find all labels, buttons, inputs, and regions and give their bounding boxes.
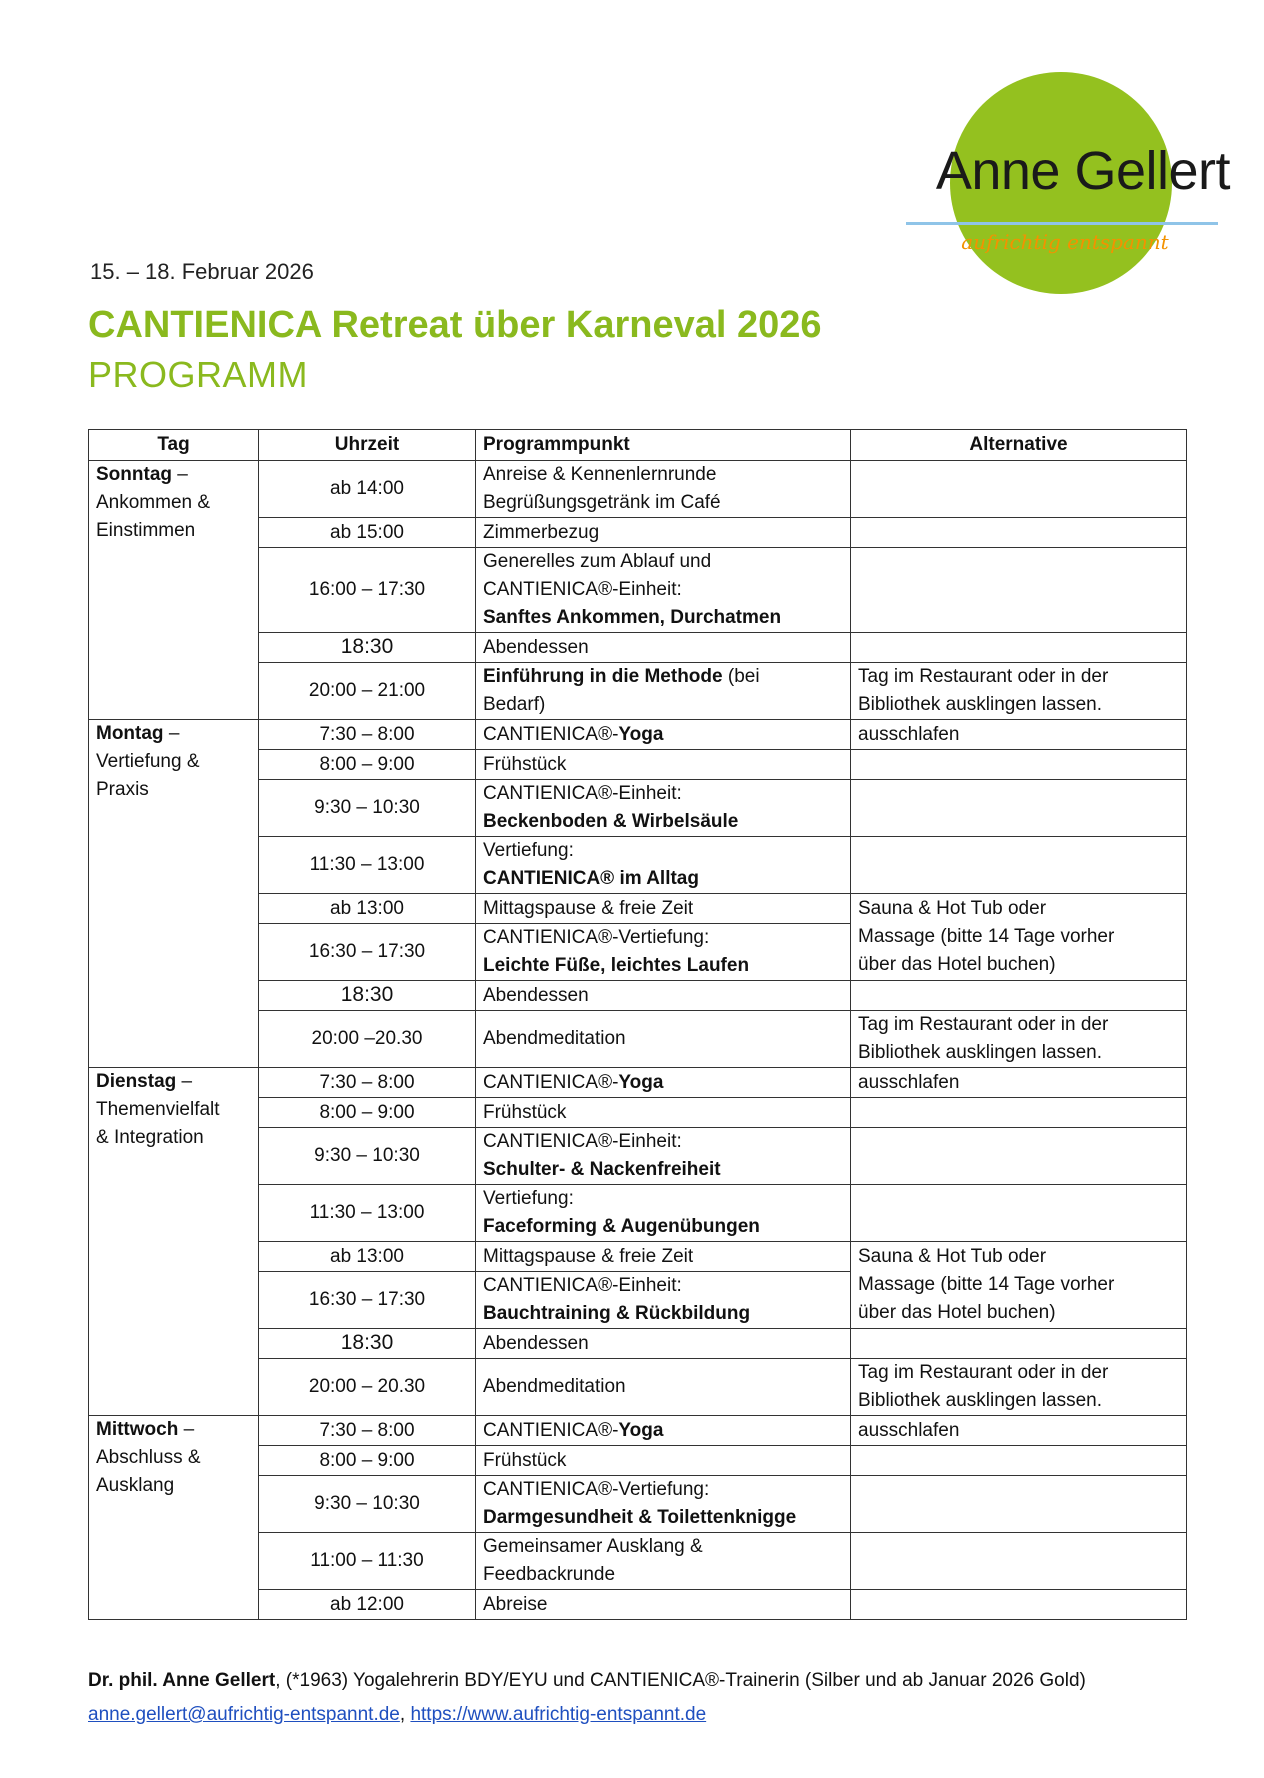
event-date: 15. – 18. Februar 2026 xyxy=(90,259,314,284)
day-cell xyxy=(89,1068,259,1416)
day-name-line xyxy=(96,461,251,489)
time-cell xyxy=(259,837,476,894)
time-text: ab 15:00 xyxy=(330,521,404,543)
program-text: Vertiefung: xyxy=(483,1188,574,1209)
alternative-line xyxy=(858,1011,1179,1039)
program-cell xyxy=(476,837,851,894)
program-line xyxy=(483,1533,843,1561)
alternative-text: Sauna & Hot Tub oder xyxy=(858,1246,1047,1267)
program-line xyxy=(483,1504,843,1532)
contact-separator: , xyxy=(399,1704,411,1725)
day-cell xyxy=(89,720,259,1068)
alternative-text: ausschlafen xyxy=(858,1419,960,1441)
time-text: 16:30 – 17:30 xyxy=(308,1289,426,1310)
program-line xyxy=(483,1561,843,1589)
program-text: Abreise xyxy=(483,1593,548,1615)
alternative-text: Tag im Restaurant oder in der xyxy=(858,666,1109,687)
alternative-line xyxy=(858,691,1179,719)
day-theme-line xyxy=(96,517,251,545)
program-highlight: Faceforming & Augenübungen xyxy=(483,1216,760,1237)
time-cell xyxy=(259,548,476,633)
program-cell xyxy=(476,1068,851,1098)
time-cell xyxy=(259,1098,476,1128)
table-row xyxy=(89,1068,1187,1098)
program-line xyxy=(483,1591,843,1619)
time-cell xyxy=(259,461,476,518)
alternative-cell xyxy=(851,1068,1187,1098)
alternative-cell xyxy=(851,780,1187,837)
day-theme-line xyxy=(96,1472,251,1500)
website-link[interactable]: https://www.aufrichtig-entspannt.de xyxy=(410,1704,707,1725)
time-text: 20:00 – 21:00 xyxy=(308,680,426,701)
program-line xyxy=(483,1128,843,1156)
time-text: ab 14:00 xyxy=(330,478,404,499)
time-text: 16:30 – 17:30 xyxy=(308,941,426,962)
day-theme: Einstimmen xyxy=(96,520,196,541)
time-text: 8:00 – 9:00 xyxy=(319,1101,415,1123)
program-text: Abendessen xyxy=(483,636,589,658)
alternative-text: über das Hotel buchen) xyxy=(858,954,1056,975)
time-text: 8:00 – 9:00 xyxy=(319,753,415,775)
program-highlight: Yoga xyxy=(618,1071,664,1093)
col-header-tag: Tag xyxy=(89,430,259,461)
program-line xyxy=(483,1213,843,1241)
alternative-cell xyxy=(851,1533,1187,1590)
program-cell xyxy=(476,1590,851,1620)
day-theme: Themenvielfalt xyxy=(96,1099,220,1120)
program-cell xyxy=(476,1011,851,1068)
day-theme-line xyxy=(96,489,251,517)
program-line xyxy=(483,576,843,604)
time-cell xyxy=(259,1533,476,1590)
alternative-cell xyxy=(851,750,1187,780)
program-text: CANTIENICA®- xyxy=(483,1071,619,1093)
time-cell xyxy=(259,1446,476,1476)
alternative-cell xyxy=(851,548,1187,633)
program-cell xyxy=(476,1098,851,1128)
day-name-line xyxy=(96,720,251,748)
footer xyxy=(88,1664,1086,1732)
time-cell xyxy=(259,1272,476,1329)
alternative-line xyxy=(858,895,1179,923)
program-cell xyxy=(476,981,851,1011)
program-line xyxy=(483,982,843,1010)
day-name: Dienstag xyxy=(96,1071,177,1092)
program-line xyxy=(483,548,843,576)
program-text: Bedarf) xyxy=(483,694,546,715)
time-text: 18:30 xyxy=(340,1331,394,1354)
time-text: 9:30 – 10:30 xyxy=(314,1493,420,1514)
col-header-programmpunkt: Programmpunkt xyxy=(476,430,851,461)
program-text: (bei xyxy=(722,666,760,687)
program-highlight: Einführung in die Methode xyxy=(483,666,723,687)
program-line xyxy=(483,634,843,662)
time-cell xyxy=(259,1476,476,1533)
time-cell xyxy=(259,518,476,548)
day-dash: – xyxy=(176,1071,193,1092)
time-cell xyxy=(259,1011,476,1068)
logo-name: Anne Gellert xyxy=(935,141,1230,201)
program-text: Mittagspause & freie Zeit xyxy=(483,1245,694,1267)
program-line xyxy=(483,1156,843,1184)
time-cell xyxy=(259,1068,476,1098)
time-text: 20:00 –20.30 xyxy=(311,1028,423,1049)
time-cell xyxy=(259,720,476,750)
alternative-cell xyxy=(851,518,1187,548)
program-cell xyxy=(476,1242,851,1272)
program-line xyxy=(483,489,843,517)
logo-underline xyxy=(906,222,1218,225)
program-line xyxy=(483,808,843,836)
program-text: CANTIENICA®- xyxy=(483,723,619,745)
program-text: Gemeinsamer Ausklang & xyxy=(483,1536,703,1557)
alternative-cell xyxy=(851,720,1187,750)
time-text: ab 13:00 xyxy=(330,897,404,919)
table-row xyxy=(89,720,1187,750)
program-highlight: Yoga xyxy=(618,1419,664,1441)
program-line xyxy=(483,1272,843,1300)
alternative-line xyxy=(858,663,1179,691)
logo xyxy=(900,22,1230,302)
author-name: Dr. phil. Anne Gellert xyxy=(88,1670,276,1691)
alternative-line xyxy=(858,1417,1179,1445)
alternative-cell xyxy=(851,1128,1187,1185)
table-row xyxy=(89,461,1187,518)
program-line xyxy=(483,1025,843,1053)
table-row xyxy=(89,1416,1187,1446)
time-text: 18:30 xyxy=(340,983,394,1006)
program-text: Abendessen xyxy=(483,1332,589,1354)
alternative-line xyxy=(858,1299,1179,1327)
program-cell xyxy=(476,894,851,924)
alternative-line xyxy=(858,1039,1179,1067)
day-name: Montag xyxy=(96,723,164,744)
time-cell xyxy=(259,1242,476,1272)
alternative-line xyxy=(858,1243,1179,1271)
program-highlight: Bauchtraining & Rückbildung xyxy=(483,1303,751,1324)
day-theme: Ausklang xyxy=(96,1475,175,1496)
day-theme-line xyxy=(96,1124,251,1152)
program-line xyxy=(483,1300,843,1328)
program-table-body xyxy=(89,461,1187,1620)
time-text: 18:30 xyxy=(340,635,394,658)
program-cell xyxy=(476,1359,851,1416)
program-text: Zimmerbezug xyxy=(483,521,600,543)
program-cell xyxy=(476,1329,851,1359)
day-dash: – xyxy=(178,1419,195,1440)
program-text: CANTIENICA®- xyxy=(483,1419,619,1441)
program-text: Frühstück xyxy=(483,1101,567,1123)
day-theme-line xyxy=(96,1444,251,1472)
program-line xyxy=(483,837,843,865)
day-name: Mittwoch xyxy=(96,1419,179,1440)
program-line xyxy=(483,865,843,893)
day-name-line xyxy=(96,1416,251,1444)
program-table xyxy=(88,429,1187,1620)
time-cell xyxy=(259,663,476,720)
program-line xyxy=(483,1330,843,1358)
alternative-cell xyxy=(851,837,1187,894)
alternative-cell xyxy=(851,1590,1187,1620)
program-line xyxy=(483,691,843,719)
time-cell xyxy=(259,1128,476,1185)
program-cell xyxy=(476,1476,851,1533)
time-cell xyxy=(259,894,476,924)
time-cell xyxy=(259,633,476,663)
program-line xyxy=(483,952,843,980)
program-line xyxy=(483,604,843,632)
program-cell xyxy=(476,663,851,720)
program-line xyxy=(483,780,843,808)
program-highlight: Sanftes Ankommen, Durchatmen xyxy=(483,607,782,628)
time-cell xyxy=(259,1185,476,1242)
table-header-row xyxy=(89,430,1187,461)
alternative-cell xyxy=(851,461,1187,518)
program-cell xyxy=(476,1446,851,1476)
alternative-line xyxy=(858,1359,1179,1387)
time-text: 11:30 – 13:00 xyxy=(309,854,425,875)
email-link[interactable]: anne.gellert@aufrichtig-entspannt.de xyxy=(88,1704,400,1725)
program-text: Abendmeditation xyxy=(483,1028,626,1049)
program-highlight: Beckenboden & Wirbelsäule xyxy=(483,811,739,832)
program-cell xyxy=(476,461,851,518)
page-subtitle: PROGRAMM xyxy=(88,354,308,395)
contact-line xyxy=(88,1698,1086,1732)
time-cell xyxy=(259,1416,476,1446)
time-cell xyxy=(259,1329,476,1359)
day-theme: Praxis xyxy=(96,779,149,800)
time-text: 11:00 – 11:30 xyxy=(310,1550,424,1571)
alternative-text: Massage (bitte 14 Tage vorher xyxy=(858,926,1115,947)
time-text: ab 12:00 xyxy=(330,1593,404,1615)
program-cell xyxy=(476,1185,851,1242)
day-theme: & Integration xyxy=(96,1127,204,1148)
program-line xyxy=(483,895,843,923)
day-theme: Ankommen & xyxy=(96,492,211,513)
program-highlight: Yoga xyxy=(618,723,664,745)
program-line xyxy=(483,924,843,952)
time-cell xyxy=(259,924,476,981)
alternative-text: über das Hotel buchen) xyxy=(858,1302,1056,1323)
program-highlight: Leichte Füße, leichtes Laufen xyxy=(483,955,750,976)
program-line xyxy=(483,1447,843,1475)
program-line xyxy=(483,519,843,547)
program-line xyxy=(483,1373,843,1401)
program-text: Abendessen xyxy=(483,984,589,1006)
day-theme-line xyxy=(96,776,251,804)
alternative-cell xyxy=(851,1329,1187,1359)
program-cell xyxy=(476,1128,851,1185)
alternative-cell xyxy=(851,663,1187,720)
program-text: Mittagspause & freie Zeit xyxy=(483,897,694,919)
program-cell xyxy=(476,1272,851,1329)
time-text: 9:30 – 10:30 xyxy=(314,1145,420,1166)
program-line xyxy=(483,1243,843,1271)
program-line xyxy=(483,1099,843,1127)
program-line xyxy=(483,461,843,489)
alternative-cell xyxy=(851,1416,1187,1446)
logo-tagline: aufrichtig entspannt xyxy=(961,230,1169,254)
alternative-text: ausschlafen xyxy=(858,1071,960,1093)
time-text: ab 13:00 xyxy=(330,1245,404,1267)
alternative-line xyxy=(858,951,1179,979)
time-text: 16:00 – 17:30 xyxy=(308,579,426,600)
alternative-cell xyxy=(851,1476,1187,1533)
program-text: Frühstück xyxy=(483,753,567,775)
program-text: Vertiefung: xyxy=(483,840,574,861)
day-theme-line xyxy=(96,1096,251,1124)
time-text: 20:00 – 20.30 xyxy=(308,1376,426,1397)
program-line xyxy=(483,1417,843,1445)
alternative-text: Bibliothek ausklingen lassen. xyxy=(858,694,1102,715)
alternative-cell xyxy=(851,1446,1187,1476)
program-text: CANTIENICA®-Einheit: xyxy=(483,579,682,600)
program-highlight: Darmgesundheit & Toilettenknigge xyxy=(483,1507,797,1528)
day-name: Sonntag xyxy=(96,464,172,485)
alternative-text: Massage (bitte 14 Tage vorher xyxy=(858,1274,1115,1295)
day-dash: – xyxy=(172,464,188,485)
alternative-line xyxy=(858,1069,1179,1097)
program-line xyxy=(483,1185,843,1213)
program-cell xyxy=(476,548,851,633)
alternative-text: Bibliothek ausklingen lassen. xyxy=(858,1042,1102,1063)
time-text: 7:30 – 8:00 xyxy=(319,1419,415,1441)
time-text: 11:30 – 13:00 xyxy=(309,1202,425,1223)
program-text: Abendmeditation xyxy=(483,1376,626,1397)
col-header-uhrzeit: Uhrzeit xyxy=(259,430,476,461)
time-cell xyxy=(259,1590,476,1620)
program-text: Anreise & Kennenlernrunde xyxy=(483,464,717,485)
program-cell xyxy=(476,1533,851,1590)
program-text: CANTIENICA®-Einheit: xyxy=(483,1275,682,1296)
alternative-text: Tag im Restaurant oder in der xyxy=(858,1014,1109,1035)
alternative-cell xyxy=(851,894,1187,981)
time-text: 9:30 – 10:30 xyxy=(314,797,420,818)
time-text: 7:30 – 8:00 xyxy=(319,1071,415,1093)
program-cell xyxy=(476,518,851,548)
program-text: CANTIENICA®-Vertiefung: xyxy=(483,927,710,948)
program-cell xyxy=(476,750,851,780)
program-cell xyxy=(476,780,851,837)
time-cell xyxy=(259,780,476,837)
alternative-text: Tag im Restaurant oder in der xyxy=(858,1362,1109,1383)
program-text: Begrüßungsgetränk im Café xyxy=(483,492,721,513)
alternative-line xyxy=(858,923,1179,951)
program-text: Generelles zum Ablauf und xyxy=(483,551,712,572)
alternative-cell xyxy=(851,1242,1187,1329)
program-text: Feedbackrunde xyxy=(483,1564,616,1585)
program-text: CANTIENICA®-Einheit: xyxy=(483,1131,682,1152)
program-cell xyxy=(476,720,851,750)
day-theme: Abschluss & xyxy=(96,1447,201,1468)
author-bio: , (*1963) Yogalehrerin BDY/EYU und CANTIENICA®-Trainerin (Silber und ab Januar 2026 Gold) xyxy=(275,1670,1086,1691)
alternative-cell xyxy=(851,1098,1187,1128)
alternative-text: ausschlafen xyxy=(858,723,960,745)
time-text: 7:30 – 8:00 xyxy=(319,723,415,745)
program-line xyxy=(483,1476,843,1504)
alternative-text: Bibliothek ausklingen lassen. xyxy=(858,1390,1102,1411)
alternative-cell xyxy=(851,1011,1187,1068)
time-text: 8:00 – 9:00 xyxy=(319,1449,415,1471)
day-dash: – xyxy=(163,723,180,744)
program-line xyxy=(483,721,843,749)
author-line xyxy=(88,1664,1086,1698)
time-cell xyxy=(259,981,476,1011)
day-cell xyxy=(89,461,259,720)
program-cell xyxy=(476,924,851,981)
program-line xyxy=(483,751,843,779)
program-cell xyxy=(476,633,851,663)
day-name-line xyxy=(96,1068,251,1096)
program-highlight: Schulter- & Nackenfreiheit xyxy=(483,1159,721,1180)
program-text: CANTIENICA®-Vertiefung: xyxy=(483,1479,710,1500)
time-cell xyxy=(259,750,476,780)
program-cell xyxy=(476,1416,851,1446)
program-text: CANTIENICA®-Einheit: xyxy=(483,783,682,804)
alternative-cell xyxy=(851,633,1187,663)
time-cell xyxy=(259,1359,476,1416)
page-title: CANTIENICA Retreat über Karneval 2026 xyxy=(88,304,822,346)
alternative-cell xyxy=(851,1359,1187,1416)
alternative-line xyxy=(858,721,1179,749)
alternative-text: Sauna & Hot Tub oder xyxy=(858,898,1047,919)
col-header-alternative: Alternative xyxy=(851,430,1187,461)
program-line xyxy=(483,663,843,691)
program-highlight: CANTIENICA® im Alltag xyxy=(483,868,699,889)
alternative-line xyxy=(858,1271,1179,1299)
alternative-cell xyxy=(851,1185,1187,1242)
program-text: Frühstück xyxy=(483,1449,567,1471)
day-theme: Vertiefung & xyxy=(96,751,200,772)
day-cell xyxy=(89,1416,259,1620)
alternative-cell xyxy=(851,981,1187,1011)
day-theme-line xyxy=(96,748,251,776)
program-line xyxy=(483,1069,843,1097)
alternative-line xyxy=(858,1387,1179,1415)
